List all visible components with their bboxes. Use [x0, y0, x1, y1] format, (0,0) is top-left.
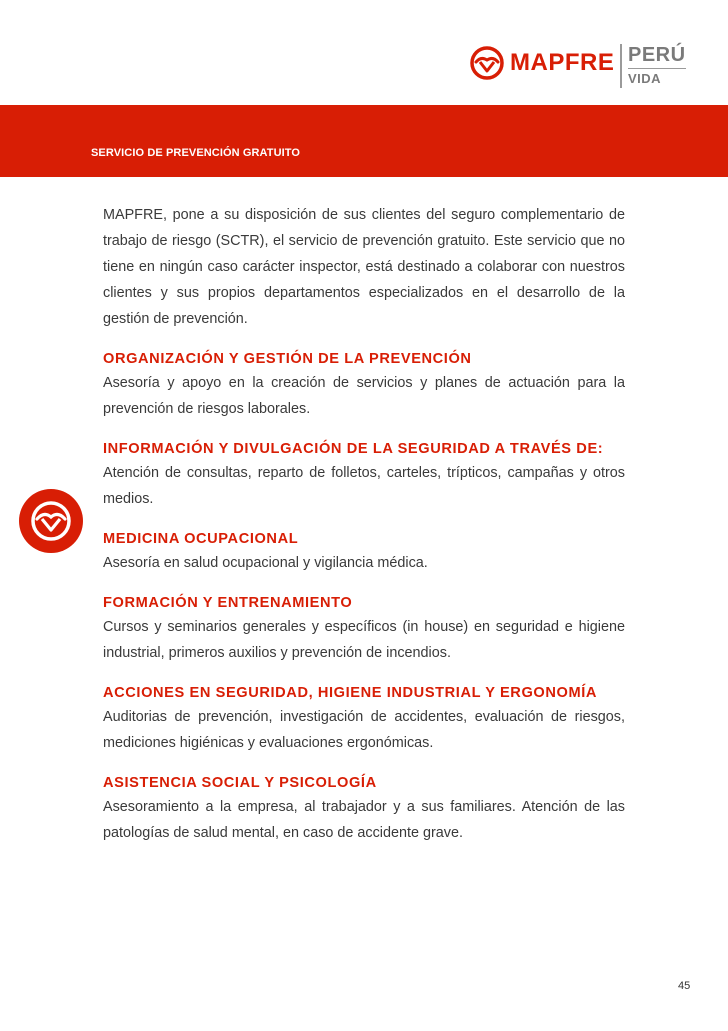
section-heading: ASISTENCIA SOCIAL Y PSICOLOGÍA — [103, 775, 377, 791]
section-heading: ORGANIZACIÓN Y GESTIÓN DE LA PREVENCIÓN — [103, 351, 472, 367]
mapfre-logo — [470, 42, 700, 92]
section-heading: INFORMACIÓN Y DIVULGACIÓN DE LA SEGURIDAD A TRAVÉS DE: — [103, 441, 604, 457]
section-acciones — [103, 682, 625, 756]
mapfre-emblem-icon — [19, 489, 83, 553]
page-number: 45 — [678, 980, 691, 992]
section-heading: MEDICINA OCUPACIONAL — [103, 531, 299, 547]
document-body — [103, 202, 625, 846]
logo-brand: MAPFRE — [510, 49, 615, 76]
section-text: Auditorias de prevención, investigación de accidentes, evaluación de riesgos, mediciones higiénicas y evaluaciones ergonómicas. — [103, 709, 625, 751]
section-formacion — [103, 592, 625, 666]
section-heading: FORMACIÓN Y ENTRENAMIENTO — [103, 595, 353, 611]
intro-paragraph: MAPFRE, pone a su disposición de sus clientes del seguro complementario de trabajo de riesgo (SCTR), el servicio de prevención gratuito. Este servicio que no tiene en ningún caso carácter inspector, está destinado a colaborar con nuestros clientes y sus propios departamentos especializados en el desarrollo de la gestión de prevención. — [103, 207, 625, 327]
mapfre-logo-icon — [470, 46, 504, 80]
logo-underline — [628, 68, 686, 69]
header-band — [0, 105, 728, 177]
section-asistencia — [103, 772, 625, 846]
logo-country: PERÚ — [628, 44, 686, 66]
section-organizacion — [103, 348, 625, 422]
section-heading: ACCIONES EN SEGURIDAD, HIGIENE INDUSTRIAL Y ERGONOMÍA — [103, 685, 597, 701]
section-text: Asesoría y apoyo en la creación de servicios y planes de actuación para la prevención de riesgos laborales. — [103, 375, 625, 417]
band-title: SERVICIO DE PREVENCIÓN GRATUITO — [91, 147, 301, 159]
logo-divider — [620, 44, 622, 88]
section-text: Atención de consultas, reparto de folletos, carteles, trípticos, campañas y otros medios. — [103, 465, 625, 507]
section-text: Asesoría en salud ocupacional y vigilancia médica. — [103, 555, 428, 571]
section-text: Cursos y seminarios generales y específicos (in house) en seguridad e higiene industrial, primeros auxilios y prevención de incendios. — [103, 619, 625, 661]
logo-division: VIDA — [628, 71, 662, 86]
section-informacion — [103, 438, 625, 512]
section-text: Asesoramiento a la empresa, al trabajador y a sus familiares. Atención de las patologías de salud mental, en caso de accidente grave. — [103, 799, 625, 841]
section-medicina — [103, 528, 625, 576]
